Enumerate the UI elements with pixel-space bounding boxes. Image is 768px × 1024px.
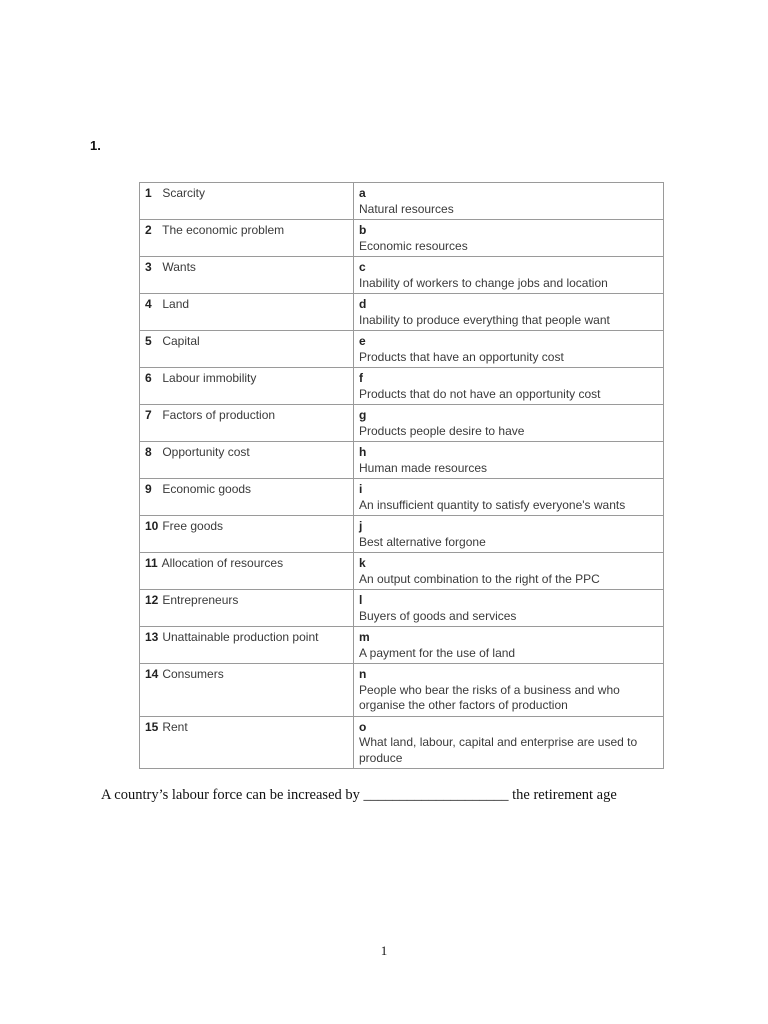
- page-number: 1: [380, 943, 388, 958]
- term-number: 10: [145, 519, 159, 533]
- definition-text: Products that have an opportunity cost: [359, 349, 564, 364]
- question-number: 1.: [90, 138, 101, 153]
- table-row: [140, 442, 664, 479]
- definition-text: Economic resources: [359, 238, 468, 253]
- definition-letter: n: [359, 667, 367, 681]
- definition-text: Buyers of goods and services: [359, 608, 517, 623]
- definition-letter: o: [359, 719, 367, 734]
- table-row: [140, 664, 664, 717]
- definition-letter: m: [359, 630, 370, 644]
- definition-letter: f: [359, 371, 363, 385]
- term-number: 1: [145, 186, 152, 200]
- term-text: Wants: [162, 260, 196, 274]
- definition-text: Human made resources: [359, 460, 488, 475]
- question-text-after: the retirement age: [508, 787, 617, 803]
- term-cell: [140, 183, 354, 220]
- definition-cell: [354, 331, 664, 368]
- term-text: Opportunity cost: [162, 445, 250, 459]
- term-number: 7: [145, 408, 152, 422]
- term-text: Unattainable production point: [162, 630, 319, 644]
- table-row: [140, 257, 664, 294]
- definition-letter: b: [359, 223, 367, 237]
- definition-cell: [354, 664, 664, 717]
- term-text: Scarcity: [162, 186, 206, 200]
- definition-text: Products people desire to have: [359, 423, 525, 438]
- term-cell: [140, 220, 354, 257]
- table-row: [140, 553, 664, 590]
- definition-text: A payment for the use of land: [359, 645, 516, 660]
- table-row: [140, 627, 664, 664]
- term-cell: [140, 368, 354, 405]
- definition-text: Inability to produce everything that people want: [359, 312, 610, 327]
- definition-cell: [354, 257, 664, 294]
- definition-cell: [354, 479, 664, 516]
- definition-letter: k: [359, 556, 366, 570]
- definition-cell: [354, 716, 664, 769]
- term-text: Consumers: [162, 667, 224, 681]
- term-number: 5: [145, 334, 152, 348]
- definition-text: An output combination to the right of the PPC: [359, 571, 600, 586]
- question-text-before: A country’s labour force can be increased by: [101, 787, 364, 803]
- definition-letter: h: [359, 445, 367, 459]
- term-number: 8: [145, 445, 152, 459]
- definition-text: What land, labour, capital and enterprise are used to produce: [359, 735, 638, 765]
- term-number: 2: [145, 223, 152, 237]
- term-text: The economic problem: [162, 223, 285, 237]
- term-text: Factors of production: [162, 408, 276, 422]
- term-number: 15: [145, 719, 159, 734]
- definition-letter: e: [359, 334, 366, 348]
- definition-cell: [354, 368, 664, 405]
- table-row: [140, 183, 664, 220]
- term-text: Labour immobility: [162, 371, 257, 385]
- term-text: Economic goods: [162, 482, 252, 496]
- table-row: [140, 716, 664, 769]
- definition-cell: [354, 294, 664, 331]
- answer-blank: ____________________: [363, 787, 509, 803]
- definition-text: Inability of workers to change jobs and location: [359, 275, 608, 290]
- term-number: 11: [145, 556, 158, 570]
- definition-text: People who bear the risks of a business and who organise the other factors of production: [359, 682, 620, 712]
- term-cell: [140, 405, 354, 442]
- table-row: [140, 405, 664, 442]
- matching-table: [139, 182, 664, 769]
- definition-cell: [354, 590, 664, 627]
- term-cell: [140, 664, 354, 717]
- definition-letter: l: [359, 593, 363, 607]
- table-row: [140, 368, 664, 405]
- term-text: Rent: [162, 719, 188, 734]
- definition-cell: [354, 183, 664, 220]
- term-cell: [140, 553, 354, 590]
- definition-text: Best alternative forgone: [359, 534, 486, 549]
- table-row: [140, 331, 664, 368]
- definition-text: Products that do not have an opportunity cost: [359, 386, 601, 401]
- term-cell: [140, 442, 354, 479]
- term-number: 14: [145, 667, 159, 681]
- term-number: 13: [145, 630, 159, 644]
- definition-cell: [354, 516, 664, 553]
- table-row: [140, 479, 664, 516]
- fill-in-the-blank-question: [101, 787, 617, 804]
- definition-letter: a: [359, 186, 366, 200]
- term-text: Entrepreneurs: [162, 593, 239, 607]
- table-row: [140, 294, 664, 331]
- term-cell: [140, 294, 354, 331]
- definition-text: An insufficient quantity to satisfy everyone's wants: [359, 497, 626, 512]
- term-cell: [140, 516, 354, 553]
- table-row: [140, 516, 664, 553]
- definition-cell: [354, 220, 664, 257]
- definition-cell: [354, 553, 664, 590]
- term-text: Allocation of resources: [161, 556, 284, 570]
- matching-table-body: [140, 183, 664, 769]
- term-number: 9: [145, 482, 152, 496]
- definition-cell: [354, 405, 664, 442]
- term-text: Free goods: [162, 519, 224, 533]
- term-cell: [140, 257, 354, 294]
- definition-letter: j: [359, 519, 363, 533]
- table-row: [140, 590, 664, 627]
- definition-letter: c: [359, 260, 366, 274]
- term-number: 4: [145, 297, 152, 311]
- definition-letter: d: [359, 297, 367, 311]
- definition-text: Natural resources: [359, 201, 454, 216]
- term-cell: [140, 590, 354, 627]
- definition-cell: [354, 627, 664, 664]
- term-number: 3: [145, 260, 152, 274]
- term-number: 6: [145, 371, 152, 385]
- term-cell: [140, 479, 354, 516]
- table-row: [140, 220, 664, 257]
- definition-letter: g: [359, 408, 367, 422]
- term-text: Capital: [162, 334, 200, 348]
- term-text: Land: [162, 297, 190, 311]
- definition-cell: [354, 442, 664, 479]
- term-cell: [140, 331, 354, 368]
- definition-letter: i: [359, 482, 363, 496]
- term-cell: [140, 716, 354, 769]
- term-number: 12: [145, 593, 159, 607]
- term-cell: [140, 627, 354, 664]
